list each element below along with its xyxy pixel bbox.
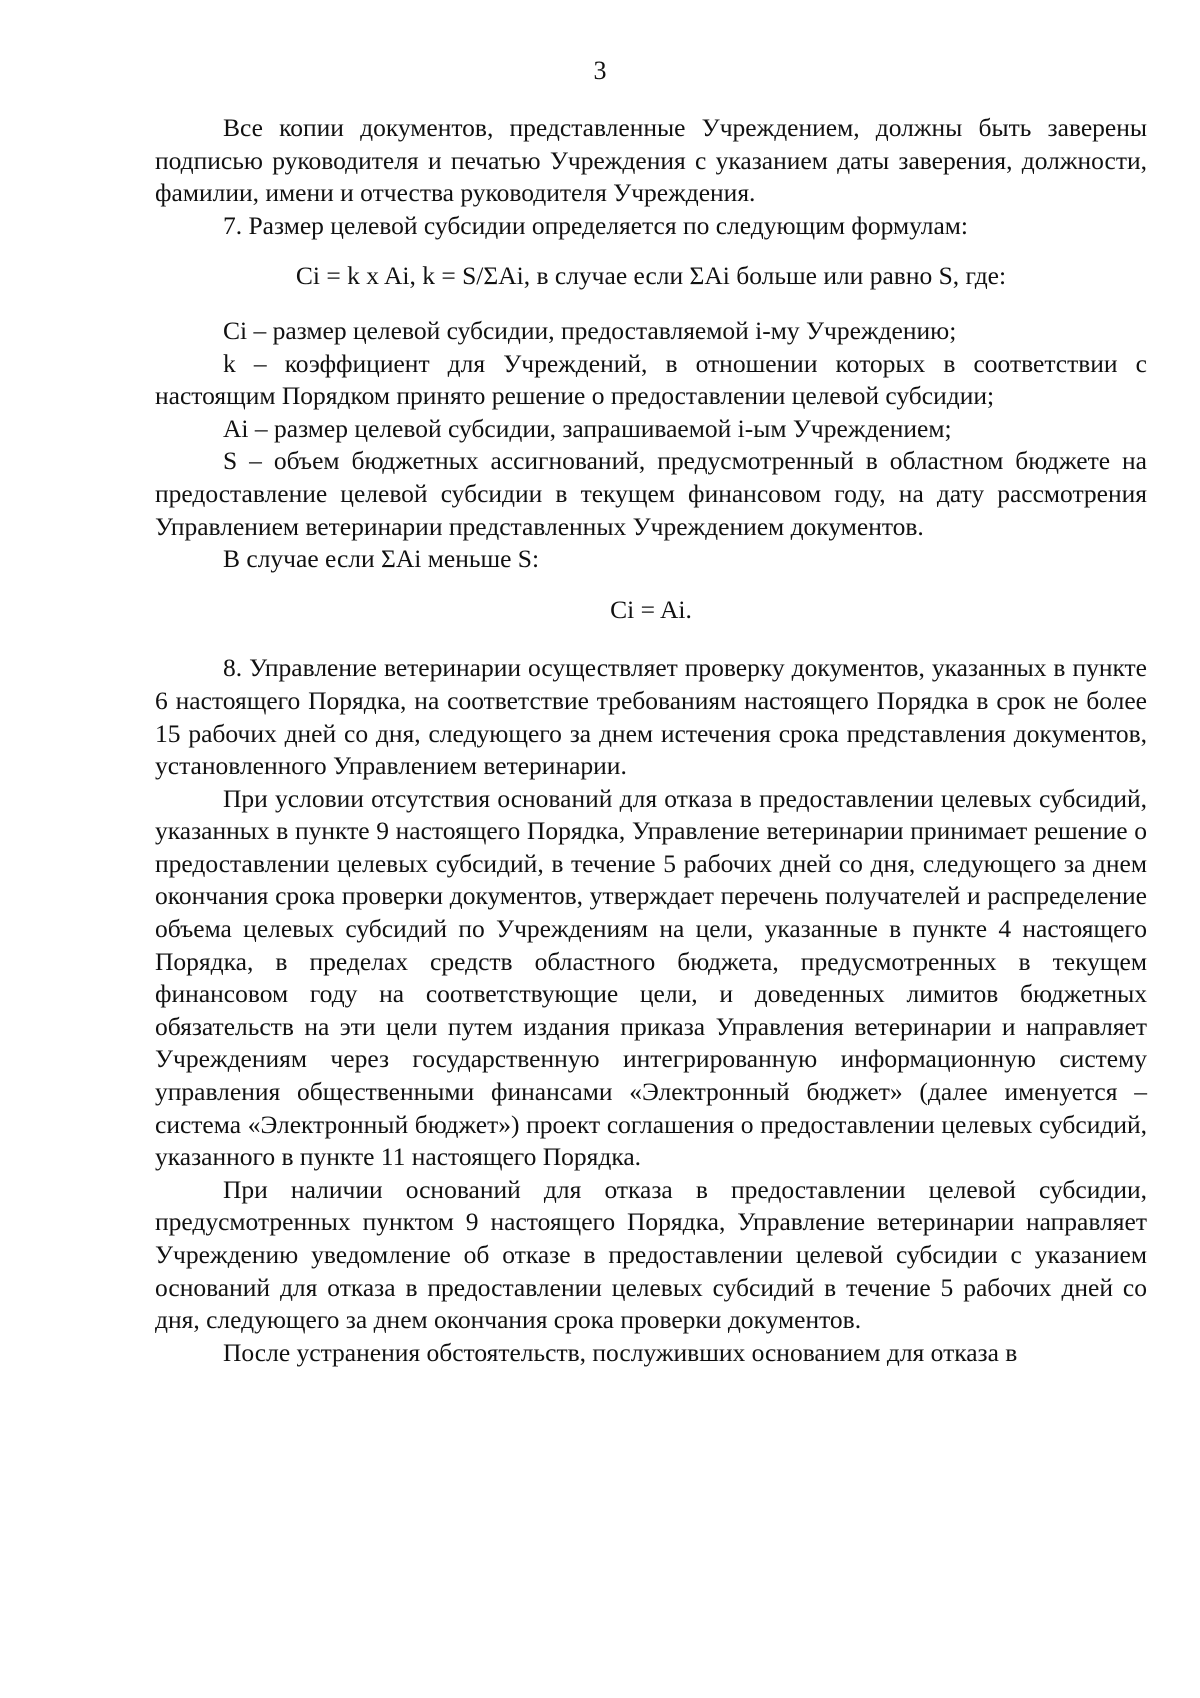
definition-s: S – объем бюджетных ассигнований, предусмотренный в областном бюджете на предоставление целевой субсидии в текущем финансовом году, на дату рассмотрения Управлением ветеринарии представленных Учреждением документов.: [155, 446, 1147, 541]
paragraph-item-8: 8. Управление ветеринарии осуществляет проверку документов, указанных в пункте 6 настоящего Порядка, на соответствие требованиям настоящего Порядка в срок не более 15 рабочих дней со дня, следующего за днем истечения срока представления документов, установленного Управлением ветеринарии.: [155, 653, 1147, 781]
definition-ai: Ai – размер целевой субсидии, запрашиваемой i-ым Учреждением;: [223, 413, 952, 443]
document-body: [155, 112, 1147, 1369]
paragraph-refusal: При наличии оснований для отказа в предоставлении целевой субсидии, предусмотренных пунктом 9 настоящего Порядка, Управление ветеринарии направляет Учреждению уведомление об отказе в предоставлении целевой субсидии с указанием оснований для отказа в предоставлении целевых субсидий в течение 5 рабочих дней со дня, следующего за днем окончания срока проверки документов.: [155, 1174, 1147, 1335]
paragraph-certification: Все копии документов, представленные Учреждением, должны быть заверены подписью руководителя и печатью Учреждения с указанием даты заверения, должности, фамилии, имени и отчества руководителя Учреждения.: [155, 113, 1147, 208]
definition-ci: Ci – размер целевой субсидии, предоставляемой i-му Учреждению;: [223, 315, 957, 345]
paragraph-after-elimination: После устранения обстоятельств, послуживших основанием для отказа в: [223, 1337, 1018, 1367]
formula-subsidy-proportional: Ci = k x Ai, k = S/ΣAi, в случае если ΣAi больше или равно S, где:: [295, 261, 1007, 291]
paragraph-case-less: В случае если ΣAi меньше S:: [223, 544, 540, 574]
formula-subsidy-equal: Ci = Ai.: [610, 594, 692, 624]
definition-k: k – коэффициент для Учреждений, в отношении которых в соответствии с настоящим Порядком принято решение о предоставлении целевой субсидии;: [155, 348, 1147, 411]
paragraph-item-7: 7. Размер целевой субсидии определяется по следующим формулам:: [223, 210, 969, 240]
paragraph-decision: При условии отсутствия оснований для отказа в предоставлении целевых субсидий, указанных в пункте 9 настоящего Порядка, Управление ветеринарии принимает решение о предоставлении целевых субсидий, в течение 5 рабочих дней со дня, следующего за днем окончания срока проверки документов, утверждает перечень получателей и распределение объема целевых субсидий по Учреждениям на цели, указанные в пункте 4 настоящего Порядка, в пределах средств областного бюджета, предусмотренных в текущем финансовом году на соответствующие цели, и доведенных лимитов бюджетных обязательств на эти цели путем издания приказа Управления ветеринарии и направляет Учреждениям через государственную интегрированную информационную систему управления общественными финансами «Электронный бюджет» (далее именуется – система «Электронный бюджет») проект соглашения о предоставлении целевых субсидий, указанного в пункте 11 настоящего Порядка.: [155, 783, 1147, 1172]
page-number: 3: [593, 56, 607, 85]
